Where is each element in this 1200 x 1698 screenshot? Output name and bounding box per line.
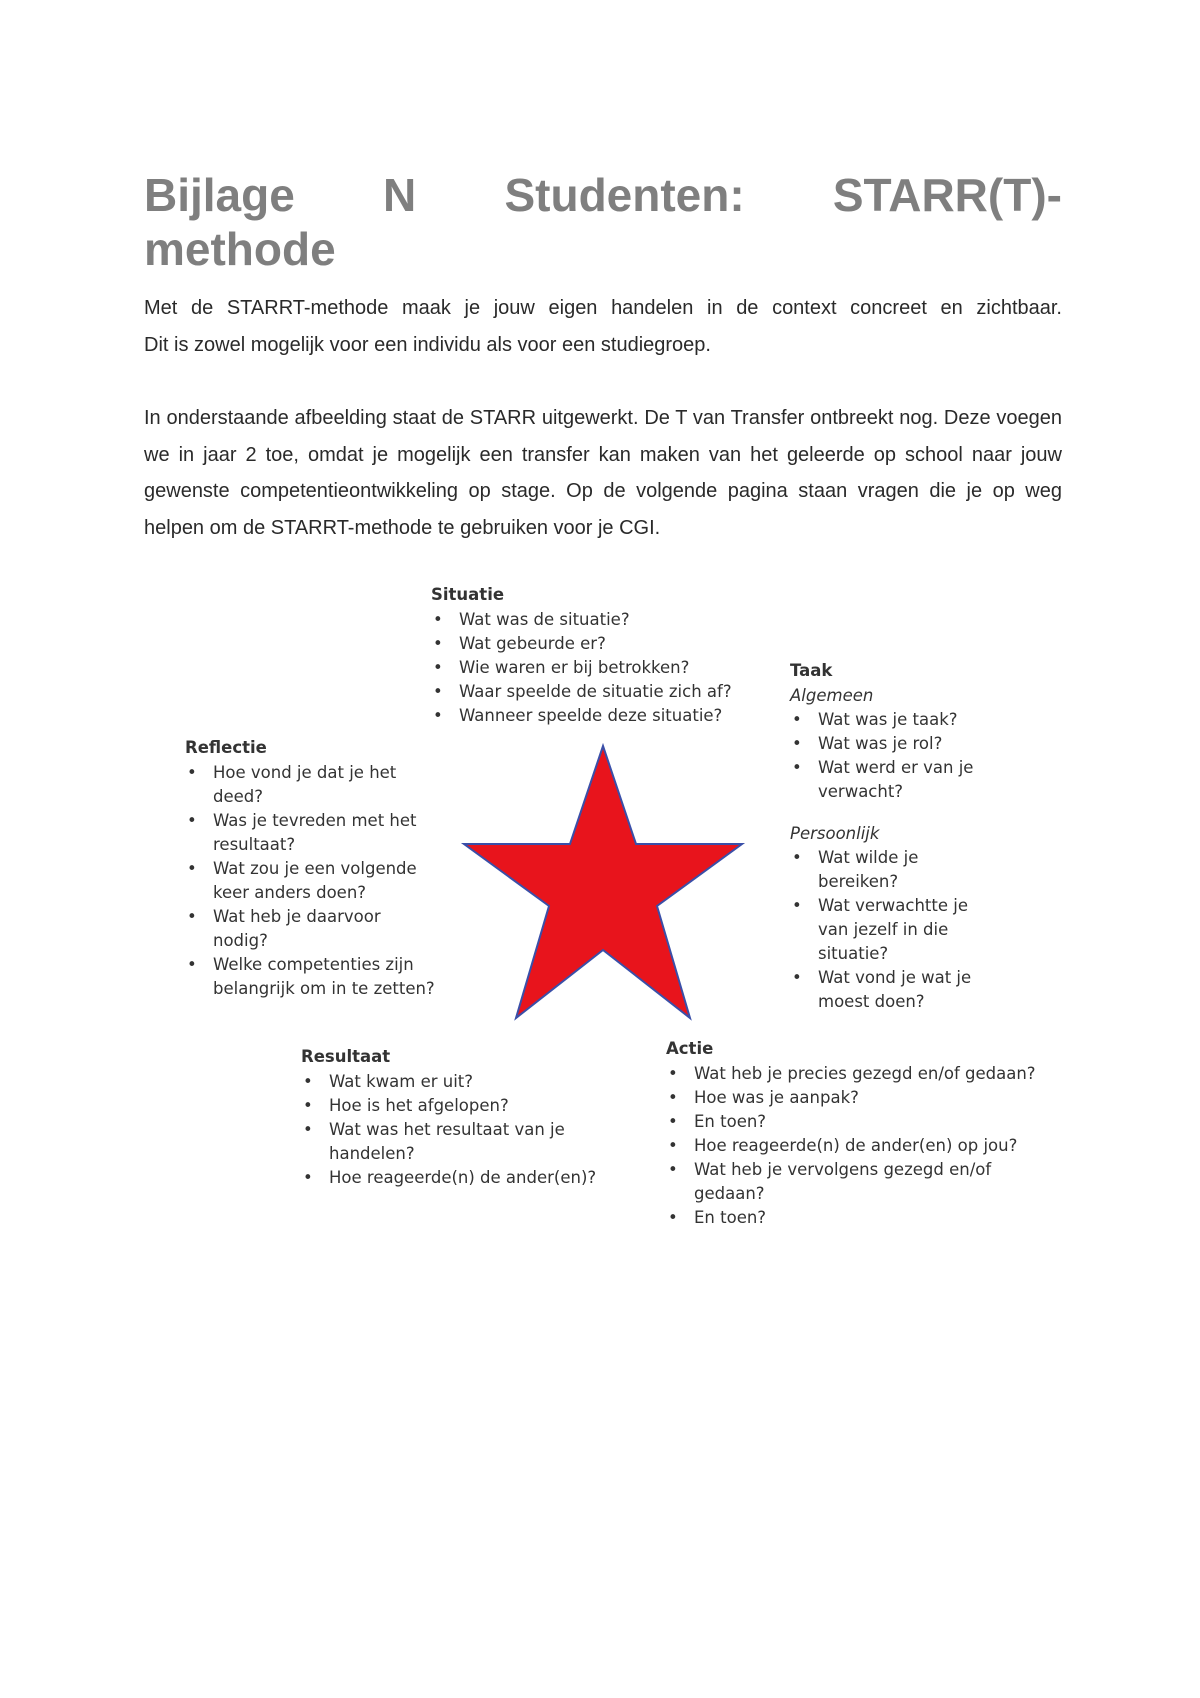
resultaat-block [301, 1045, 631, 1190]
title-word: STARR(T)- [832, 169, 1062, 221]
list-item: • Wat werd er van je verwacht? [790, 756, 1000, 804]
list-item: • Wat wilde je bereiken? [790, 846, 1000, 894]
explanation-paragraph [144, 400, 1062, 546]
title-word: Bijlage [144, 169, 295, 221]
explanation-text: In onderstaande afbeelding staat de STARR uitgewerkt. De T van Transfer ontbreekt nog. Deze voegen we in jaar 2 toe, omdat je mogelijk een transfer kan maken van het geleerde op school naar jouw gewenste competentieontwikkeling op stage. Op de volgende pagina staan [144, 407, 1062, 502]
list-item: • Wat was de situatie? [431, 608, 761, 632]
title-word: Studenten: [504, 169, 745, 221]
resultaat-list [301, 1070, 631, 1190]
list-item: • Waar speelde de situatie zich af? [431, 680, 761, 704]
list-item: • En toen? [666, 1110, 1066, 1134]
list-item: • Wat was je rol? [790, 732, 1000, 756]
list-item: • Hoe was je aanpak? [666, 1086, 1066, 1110]
list-item: • Hoe reageerde(n) de ander(en)? [301, 1166, 631, 1190]
list-item: • Wanneer speelde deze situatie? [431, 704, 761, 728]
list-item: • Hoe vond je dat je het deed? [185, 761, 435, 809]
list-item: • Wie waren er bij betrokken? [431, 656, 761, 680]
taak-algemeen-list [790, 708, 1000, 804]
list-item: • Wat heb je vervolgens gezegd en/of gedaan? [666, 1158, 1066, 1206]
list-item: • Was je tevreden met het resultaat? [185, 809, 435, 857]
page-title [144, 168, 1062, 276]
title-line-2: methode [144, 223, 336, 275]
list-item: • Wat was het resultaat van je handelen? [301, 1118, 631, 1166]
intro-paragraph [144, 290, 1062, 363]
reflectie-block [185, 736, 435, 1001]
list-item: • Wat kwam er uit? [301, 1070, 631, 1094]
reflectie-list [185, 761, 435, 1001]
list-item: • Hoe reageerde(n) de ander(en) op jou? [666, 1134, 1066, 1158]
list-item: • Wat gebeurde er? [431, 632, 761, 656]
list-item: • Wat was je taak? [790, 708, 1000, 732]
intro-line-1: Met de STARRT-methode maak je jouw eigen handelen in de context concreet en zichtbaar. [144, 297, 1062, 319]
list-item: • Wat heb je daarvoor nodig? [185, 905, 435, 953]
title-word: N [383, 169, 417, 221]
list-item: • En toen? [666, 1206, 1066, 1230]
title-line-1 [144, 168, 1062, 222]
situatie-list [431, 608, 761, 728]
actie-heading: Actie [666, 1039, 714, 1058]
star-shape [464, 746, 742, 1018]
taak-heading: Taak [790, 661, 833, 680]
list-item: • Wat heb je precies gezegd en/of gedaan? [666, 1062, 1066, 1086]
taak-block [790, 659, 1000, 1014]
list-item: • Wat verwachtte je van jezelf in die situatie? [790, 894, 1000, 966]
list-item: • Welke competenties zijn belangrijk om in te zetten? [185, 953, 435, 1001]
intro-line-2: Dit is zowel mogelijk voor een individu als voor een studiegroep. [144, 333, 711, 356]
situatie-heading: Situatie [431, 585, 505, 604]
star-icon [440, 738, 760, 1028]
situatie-block [431, 583, 761, 728]
reflectie-heading: Reflectie [185, 738, 267, 757]
list-item: • Hoe is het afgelopen? [301, 1094, 631, 1118]
taak-persoonlijk-list [790, 846, 1000, 1014]
taak-subheading-persoonlijk: Persoonlijk [790, 824, 880, 843]
taak-subheading-algemeen: Algemeen [790, 686, 874, 705]
actie-list [666, 1062, 1066, 1230]
list-item: • Wat zou je een volgende keer anders doen? [185, 857, 435, 905]
actie-block [666, 1037, 1066, 1230]
list-item: • Wat vond je wat je moest doen? [790, 966, 1000, 1014]
explanation-last-line: vragen die je op weg helpen om de STARRT-methode te gebruiken voor je CGI. [144, 480, 1063, 539]
resultaat-heading: Resultaat [301, 1047, 391, 1066]
